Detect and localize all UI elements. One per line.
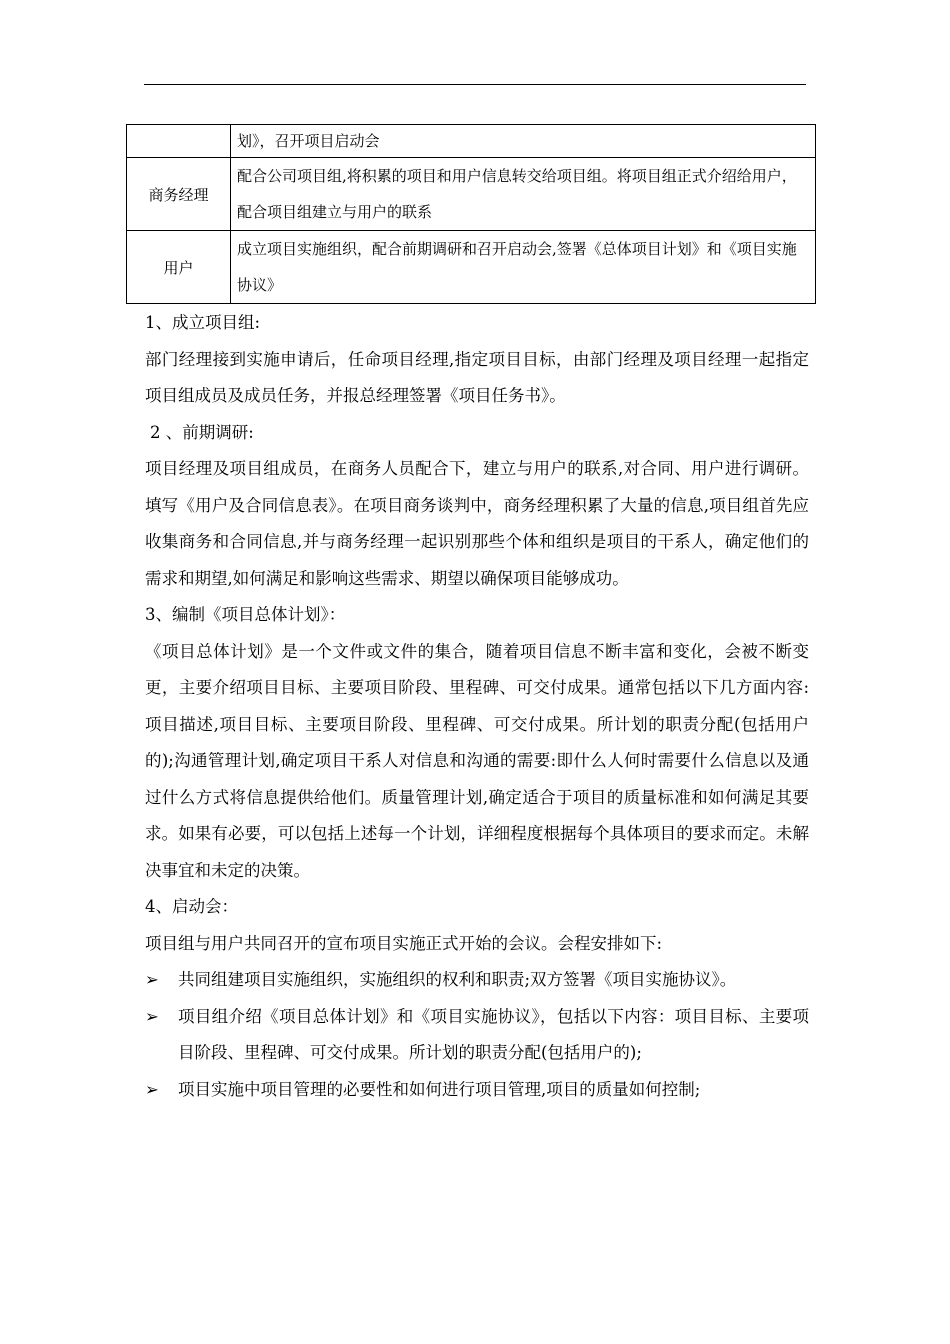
section-paragraph: 项目组与用户共同召开的宣布项目实施正式开始的会议。会程安排如下: <box>145 933 663 953</box>
list-item <box>145 999 809 1072</box>
duty-cell: 配合公司项目组,将积累的项目和用户信息转交给项目组。将项目组正式介绍给用户，配合项目组建立与用户的联系 <box>231 158 816 231</box>
list-item <box>145 962 809 999</box>
section-heading: 4、启动会： <box>145 897 238 916</box>
duty-cell: 划》，召开项目启动会 <box>231 125 816 158</box>
arrow-bullet-icon: ➢ <box>145 1079 159 1099</box>
list-item <box>145 1072 809 1109</box>
arrow-bullet-icon: ➢ <box>145 1006 159 1026</box>
table-row <box>127 231 816 304</box>
role-cell: 商务经理 <box>127 158 231 231</box>
section-paragraph: 项目经理及项目组成员，在商务人员配合下，建立与用户的联系,对合同、用户进行调研。填写《用户及合同信息表》。在项目商务谈判中，商务经理积累了大量的信息,项目组首先应收集商务和合同信息,并与商务经理一起识别那些个体和组织是项目的干系人，确定他们的需求和期望,如何满足和影响这些需求、期望以确保项目能够成功。 <box>145 459 809 588</box>
list-item-text: 项目实施中项目管理的必要性和如何进行项目管理,项目的质量如何控制; <box>178 1079 701 1099</box>
section-paragraph: 部门经理接到实施申请后，任命项目经理,指定项目目标，由部门经理及项目经理一起指定项目组成员及成员任务，并报总经理签署《项目任务书》。 <box>145 349 809 405</box>
duty-cell: 成立项目实施组织，配合前期调研和召开启动会,签署《总体项目计划》和《项目实施协议》 <box>231 231 816 304</box>
section-heading: 2 、前期调研: <box>150 422 254 442</box>
list-item-text: 项目组介绍《项目总体计划》和《项目实施协议》，包括以下内容：项目目标、主要项目阶段、里程碑、可交付成果。所计划的职责分配(包括用户的); <box>178 1006 809 1062</box>
header-rule <box>144 84 806 85</box>
arrow-bullet-icon: ➢ <box>145 970 159 989</box>
section-heading: 3、编制《项目总体计划》： <box>145 605 346 624</box>
table-row <box>127 125 816 158</box>
section-paragraph: 《项目总体计划》是一个文件或文件的集合，随着项目信息不断丰富和变化，会被不断变更，主要介绍项目目标、主要项目阶段、里程碑、可交付成果。通常包括以下几方面内容:项目描述,项目目标、主要项目阶段、里程碑、可交付成果。所计划的职责分配(包括用户的);沟通管理计划,确定项目干系人对信息和沟通的需要:即什么人何时需要什么信息以及通过什么方式将信息提供给他们。质量管理计划,确定适合于项目的质量标准和如何满足其要求。如果有必要，可以包括上述每一个计划，详细程度根据每个具体项目的要求而定。未解决事宜和未定的决策。 <box>145 641 809 880</box>
role-cell: 用户 <box>127 231 231 304</box>
role-cell <box>127 125 231 158</box>
table-row <box>127 158 816 231</box>
document-body <box>145 305 809 1108</box>
roles-table <box>126 124 816 304</box>
list-item-text: 共同组建项目实施组织，实施组织的权利和职责;双方签署《项目实施协议》。 <box>178 970 737 989</box>
section-heading: 1、成立项目组: <box>145 313 261 332</box>
